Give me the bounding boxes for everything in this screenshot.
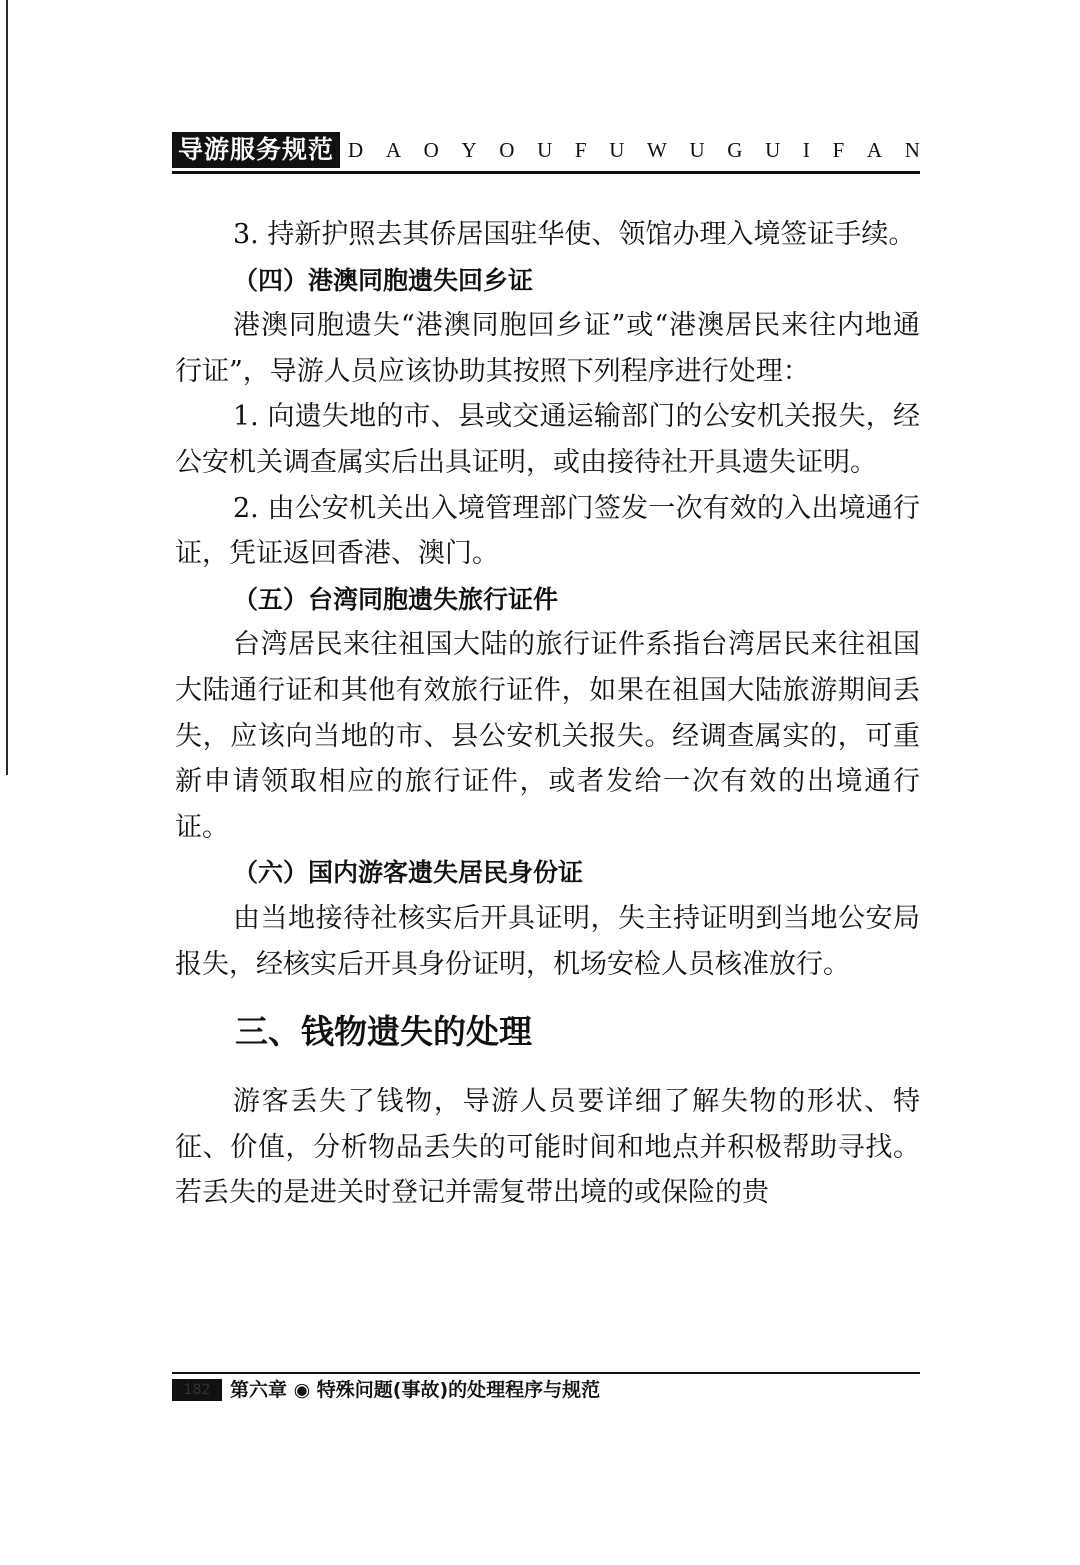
paragraph: 游客丢失了钱物，导游人员要详细了解失物的形状、特征、价值，分析物品丢失的可能时间和地点并积极帮助寻找。若丢失的是进关时登记并需复带出境的或保险的贵 <box>175 1086 920 1209</box>
pinyin-letter: I <box>802 137 810 162</box>
pinyin-letter: Y <box>461 137 477 162</box>
running-header <box>172 132 920 168</box>
running-footer <box>172 1372 920 1402</box>
pinyin-letter: U <box>689 137 705 162</box>
pinyin-letter: D <box>348 137 364 162</box>
paragraph: 港澳同胞遗失“港澳同胞回乡证”或“港澳居民来往内地通行证”，导游人员应该协助其按照下列程序进行处理： <box>175 310 920 387</box>
paragraph: 3. 持新护照去其侨居国驻华使、领馆办理入境签证手续。 <box>233 219 916 250</box>
subheading-six: （六）国内游客遗失居民身份证 <box>233 858 584 888</box>
footer-rule <box>172 1372 920 1374</box>
pinyin-letter: U <box>537 137 553 162</box>
footer-row <box>172 1378 920 1402</box>
pinyin-letter: F <box>574 137 587 162</box>
pinyin-letter: N <box>904 137 920 162</box>
chapter-title: 第六章 ◉ 特殊问题(事故)的处理程序与规范 <box>230 1379 601 1401</box>
section-heading: 三、钱物遗失的处理 <box>235 1012 532 1052</box>
pinyin-letters <box>348 132 920 168</box>
page-number: 182 <box>172 1379 222 1401</box>
pinyin-letter: A <box>385 137 401 162</box>
subheading-four: （四）港澳同胞遗失回乡证 <box>233 265 534 295</box>
pinyin-letter: G <box>727 137 743 162</box>
pinyin-letter: O <box>499 137 515 162</box>
subheading-five: （五）台湾同胞遗失旅行证件 <box>233 584 559 614</box>
paragraph: 1. 向遗失地的市、县或交通运输部门的公安机关报失，经公安机关调查属实后出具证明，或由接待社开具遗失证明。 <box>175 401 920 478</box>
pinyin-letter: U <box>609 137 625 162</box>
pinyin-letter: F <box>832 137 845 162</box>
pinyin-letter: A <box>866 137 883 162</box>
pinyin-letter: W <box>647 137 667 162</box>
book-title: 导游服务规范 <box>172 132 340 168</box>
paragraph: 台湾居民来往祖国大陆的旅行证件系指台湾居民来往祖国大陆通行证和其他有效旅行证件，如果在祖国大陆旅游期间丢失，应该向当地的市、县公安机关报失。经调查属实的，可重新申请领取相应的旅行证件，或者发给一次有效的出境通行证。 <box>175 629 920 843</box>
scan-edge-line <box>0 0 8 775</box>
paragraph: 由当地接待社核实后开具证明，失主持证明到当地公安局报失，经核实后开具身份证明，机场安检人员核准放行。 <box>175 902 920 980</box>
paragraph: 2. 由公安机关出入境管理部门签发一次有效的入出境通行证，凭证返回香港、澳门。 <box>175 492 920 570</box>
header-rule <box>172 171 920 174</box>
page-body <box>175 212 920 1216</box>
pinyin-letter: U <box>765 137 781 162</box>
pinyin-letter: O <box>423 137 439 162</box>
